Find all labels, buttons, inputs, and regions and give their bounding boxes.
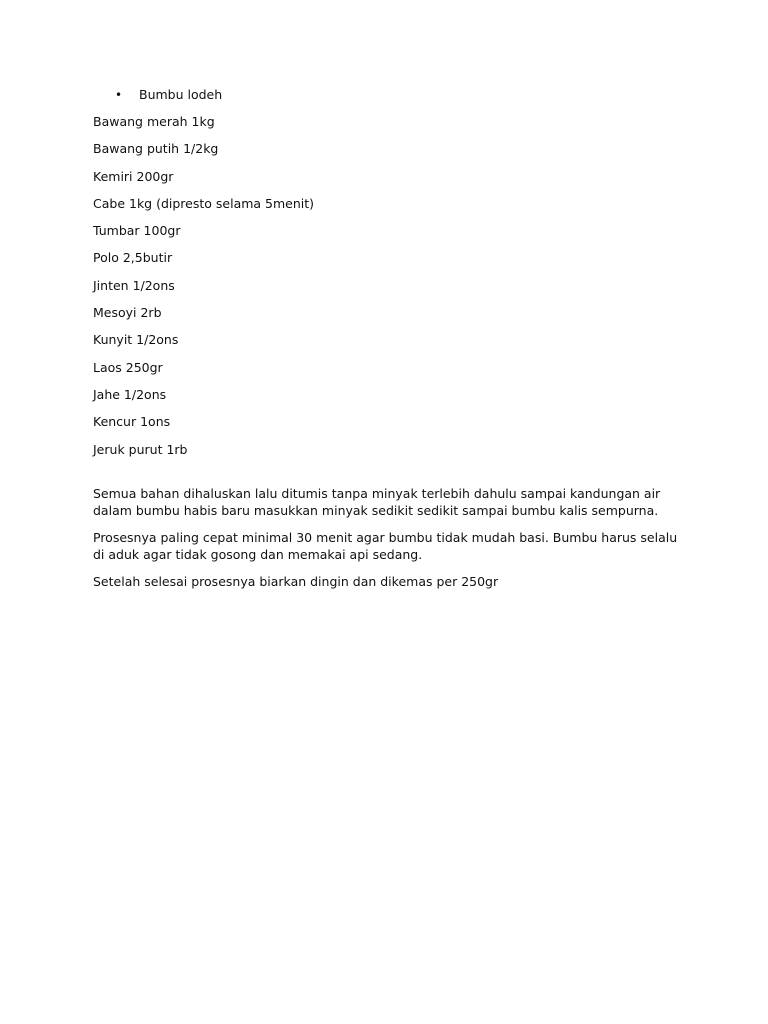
ingredient-item: Jahe 1/2ons [93, 386, 167, 402]
ingredient-item: Kunyit 1/2ons [93, 332, 179, 348]
ingredient-item: Kencur 1ons [93, 414, 171, 430]
ingredient-item: Kemiri 200gr [93, 168, 174, 184]
instruction-paragraph: Prosesnya paling cepat minimal 30 menit agar bumbu tidak mudah basi. Bumbu harus selalu di aduk agar tidak gosong dan memakai api sedang. [93, 529, 678, 563]
bullet-heading-text: Bumbu lodeh [139, 87, 223, 102]
ingredient-item: Tumbar 100gr [93, 223, 181, 239]
bullet-heading [93, 86, 683, 104]
ingredient-item: Mesoyi 2rb [93, 305, 162, 321]
blank-line [93, 468, 683, 485]
document-content [93, 86, 683, 599]
ingredient-item: Jinten 1/2ons [93, 277, 175, 293]
ingredient-item: Polo 2,5butir [93, 250, 173, 266]
ingredient-item: Jeruk purut 1rb [93, 441, 188, 457]
ingredient-item: Laos 250gr [93, 359, 163, 375]
ingredient-list [93, 113, 683, 459]
instruction-paragraph: Setelah selesai prosesnya biarkan dingin dan dikemas per 250gr [93, 573, 499, 589]
ingredient-item: Bawang putih 1/2kg [93, 141, 219, 157]
ingredient-item: Bawang merah 1kg [93, 114, 215, 129]
bullet-dot-icon: • [115, 88, 123, 102]
instruction-paragraph: Semua bahan dihaluskan lalu ditumis tanpa minyak terlebih dahulu sampai kandungan air dalam bumbu habis baru masukkan minyak sedikit sedikit sampai bumbu kalis sempurna. [93, 485, 661, 519]
ingredient-item: Cabe 1kg (dipresto selama 5menit) [93, 195, 315, 211]
